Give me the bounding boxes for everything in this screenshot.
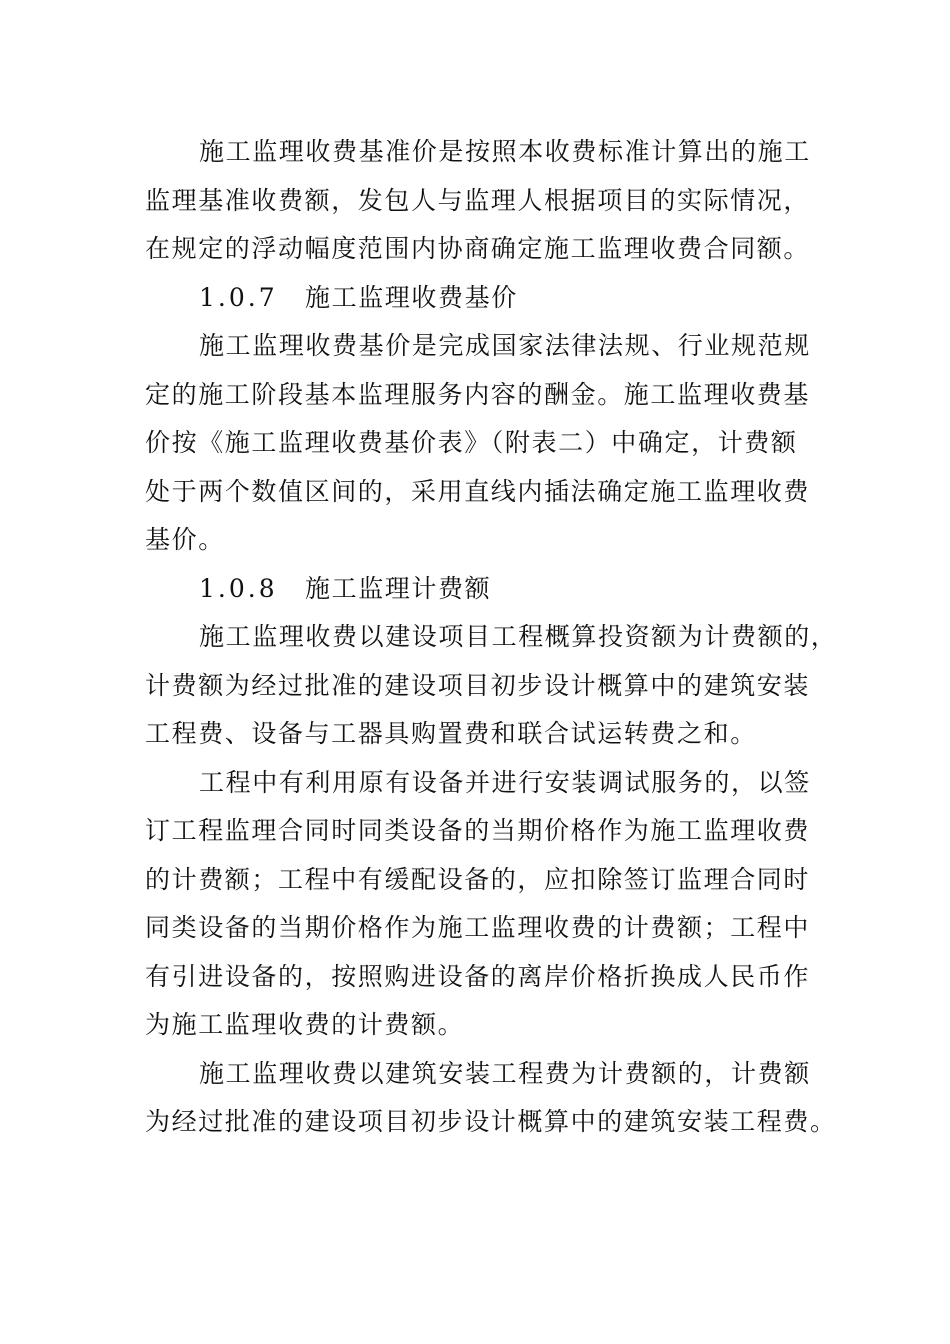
paragraph-equipment: [145, 759, 810, 1050]
text-line: 为经过批准的建设项目初步设计概算中的建筑安装工程费。: [145, 1107, 837, 1136]
section-heading-1-0-8: [145, 565, 810, 614]
text-line: 施工监理收费基准价是按照本收费标准计算出的施工: [199, 137, 811, 166]
text-line: 有引进设备的，按照购进设备的离岸价格折换成人民币作: [145, 961, 811, 991]
text-line: 定的施工阶段基本监理服务内容的酬金。施工监理收费基: [145, 379, 811, 409]
text-line: 在规定的浮动幅度范围内协商确定施工监理收费合同额。: [145, 234, 811, 263]
text-line: 基价。: [145, 525, 225, 554]
section-heading-1-0-7: [145, 274, 810, 323]
text-line: 工程费、设备与工器具购置费和联合试运转费之和。: [145, 719, 757, 748]
document-body: [145, 128, 838, 1147]
text-line: 同类设备的当期价格作为施工监理收费的计费额；工程中: [145, 913, 811, 942]
paragraph-base-price-definition: [145, 128, 810, 274]
text-line: 施工监理收费以建筑安装工程费为计费额的，计费额: [199, 1058, 811, 1088]
text-line: 施工监理收费以建设项目工程概算投资额为计费额的，: [199, 622, 838, 651]
section-title: 施工监理收费基价: [305, 282, 518, 312]
section-title: 施工监理计费额: [305, 573, 492, 603]
section-number: 1.0.8: [199, 573, 278, 603]
paragraph-fee-basis-investment: [145, 613, 838, 759]
section-number: 1.0.7: [199, 282, 278, 312]
text-line: 的计费额；工程中有缓配设备的，应扣除签订监理合同时: [145, 864, 811, 894]
text-line: 价按《施工监理收费基价表》（附表二）中确定，计费额: [145, 428, 798, 457]
text-line: 监理基准收费额，发包人与监理人根据项目的实际情况，: [145, 185, 811, 215]
text-line: 订工程监理合同时同类设备的当期价格作为施工监理收费: [145, 816, 811, 845]
text-line: 施工监理收费基价是完成国家法律法规、行业规范规: [199, 331, 811, 360]
text-line: 为施工监理收费的计费额。: [145, 1010, 465, 1039]
paragraph-fee-basis-construction: [145, 1050, 837, 1147]
text-line: 计费额为经过批准的建设项目初步设计概算中的建筑安装: [145, 670, 811, 700]
text-line: 工程中有利用原有设备并进行安装调试服务的，以签: [199, 767, 811, 797]
text-line: 处于两个数值区间的，采用直线内插法确定施工监理收费: [145, 476, 811, 506]
paragraph-base-price: [145, 322, 810, 565]
